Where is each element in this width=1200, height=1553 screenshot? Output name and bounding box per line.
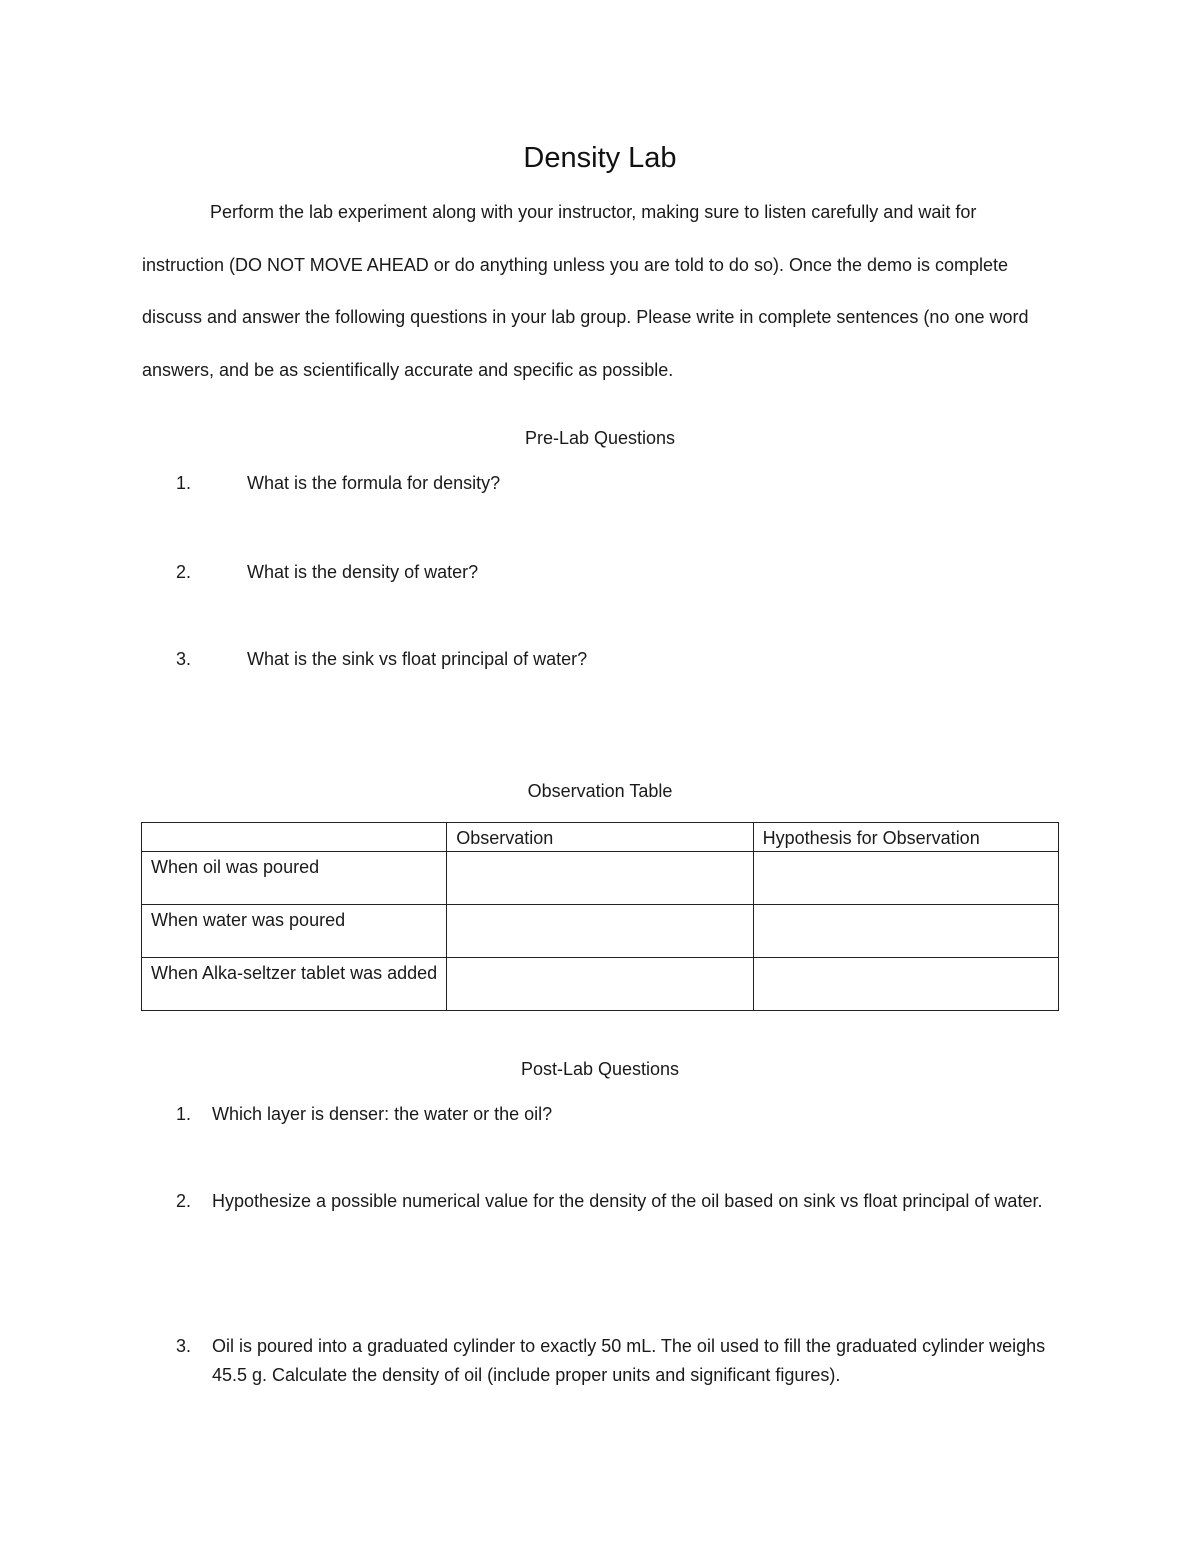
hypothesis-cell[interactable]	[753, 905, 1058, 958]
question-number: 2.	[176, 1191, 192, 1211]
row-label: When Alka-seltzer tablet was added	[142, 958, 447, 1011]
column-header: Observation	[447, 823, 753, 852]
question-number: 2.	[176, 562, 192, 582]
table-row	[142, 852, 1059, 905]
postlab-heading: Post-Lab Questions	[520, 1059, 680, 1079]
question-text: Which layer is denser: the water or the oil?	[212, 1104, 553, 1124]
hypothesis-cell[interactable]	[753, 852, 1058, 905]
postlab-question	[176, 1100, 1056, 1129]
column-header	[142, 823, 447, 852]
question-text: What is the formula for density?	[247, 473, 501, 493]
hypothesis-cell[interactable]	[753, 958, 1058, 1011]
question-number: 1.	[176, 473, 192, 493]
postlab-question	[176, 1332, 1056, 1390]
postlab-question	[176, 1187, 1056, 1216]
question-text: What is the sink vs float principal of water?	[247, 649, 588, 669]
observation-cell[interactable]	[447, 958, 753, 1011]
question-number: 1.	[176, 1104, 192, 1124]
observation-cell[interactable]	[447, 852, 753, 905]
prelab-heading: Pre-Lab Questions	[524, 428, 676, 448]
question-number: 3.	[176, 649, 192, 669]
question-text: What is the density of water?	[247, 562, 479, 582]
question-text: Hypothesize a possible numerical value for the density of the oil based on sink vs float principal of water.	[212, 1191, 1043, 1211]
column-header: Hypothesis for Observation	[753, 823, 1058, 852]
page-title: Density Lab	[523, 142, 677, 174]
row-label: When oil was poured	[142, 852, 447, 905]
observation-table-heading: Observation Table	[527, 781, 673, 801]
row-label: When water was poured	[142, 905, 447, 958]
intro-paragraph: Perform the lab experiment along with your instructor, making sure to listen carefully and wait for instruction (DO NOT MOVE AHEAD or do anything unless you are told to do so). Once the demo is complete discuss and answer the following questions in your lab group. Please write in complete sentences (no one word answers, and be as scientifically accurate and specific as possible.	[142, 202, 1029, 380]
question-text: Oil is poured into a graduated cylinder to exactly 50 mL. The oil used to fill the graduated cylinder weighs 45.5 g. Calculate the density of oil (include proper units and significant figures).	[212, 1336, 1046, 1385]
table-row	[142, 958, 1059, 1011]
table-header-row	[142, 823, 1059, 852]
observation-table	[141, 822, 1059, 1011]
question-number: 3.	[176, 1336, 192, 1356]
observation-cell[interactable]	[447, 905, 753, 958]
table-row	[142, 905, 1059, 958]
